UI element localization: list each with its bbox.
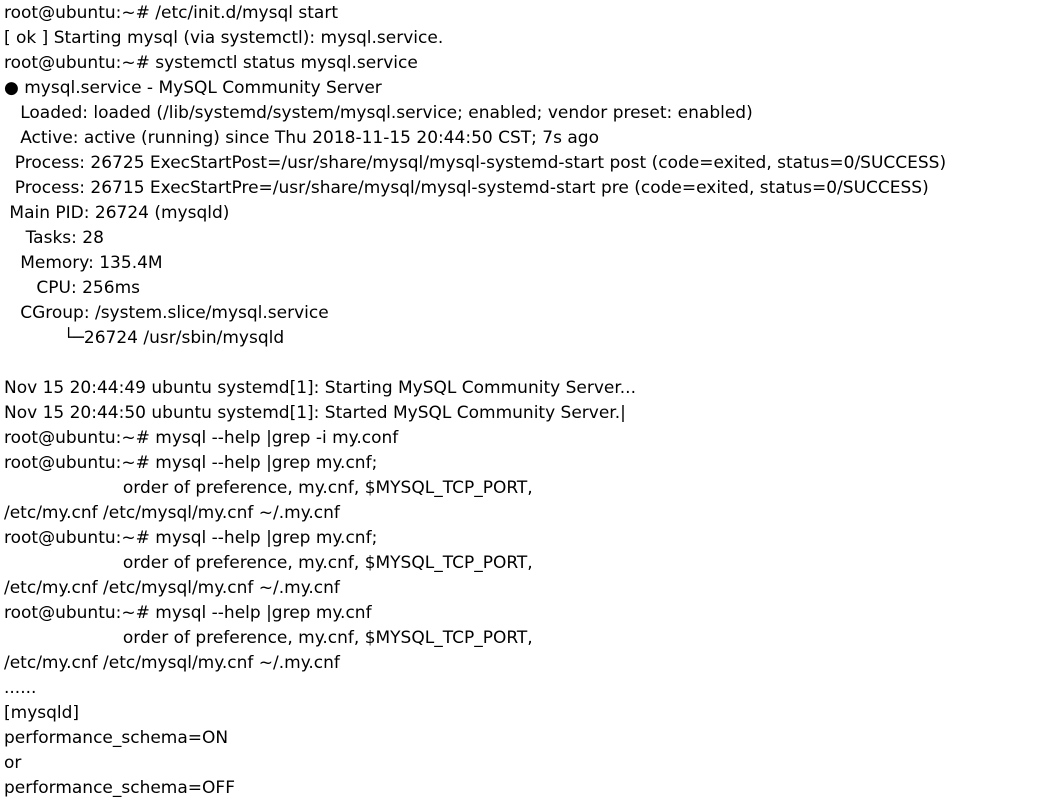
terminal-line: order of preference, my.cnf, $MYSQL_TCP_PORT, <box>4 628 533 648</box>
terminal-line: Process: 26715 ExecStartPre=/usr/share/mysql/mysql-systemd-start pre (code=exited, status=0/SUCCESS) <box>4 178 929 198</box>
terminal-line: /etc/my.cnf /etc/mysql/my.cnf ~/.my.cnf <box>4 503 340 523</box>
terminal-line: └─26724 /usr/sbin/mysqld <box>4 328 285 348</box>
terminal-line: CGroup: /system.slice/mysql.service <box>4 303 329 323</box>
terminal-line: order of preference, my.cnf, $MYSQL_TCP_PORT, <box>4 553 533 573</box>
terminal-line: Active: active (running) since Thu 2018-11-15 20:44:50 CST; 7s ago <box>4 128 599 148</box>
terminal-line: Nov 15 20:44:50 ubuntu systemd[1]: Started MySQL Community Server.| <box>4 403 626 423</box>
terminal-output[interactable] <box>4 1 1054 801</box>
terminal-line: order of preference, my.cnf, $MYSQL_TCP_PORT, <box>4 478 533 498</box>
terminal-line: Loaded: loaded (/lib/systemd/system/mysql.service; enabled; vendor preset: enabled) <box>4 103 753 123</box>
terminal-line: root@ubuntu:~# mysql --help |grep -i my.conf <box>4 428 399 448</box>
terminal-line: Nov 15 20:44:49 ubuntu systemd[1]: Starting MySQL Community Server... <box>4 378 636 398</box>
terminal-line: /etc/my.cnf /etc/mysql/my.cnf ~/.my.cnf <box>4 578 340 598</box>
terminal-line: /etc/my.cnf /etc/mysql/my.cnf ~/.my.cnf <box>4 653 340 673</box>
terminal-line: root@ubuntu:~# mysql --help |grep my.cnf; <box>4 453 378 473</box>
terminal-line: Tasks: 28 <box>4 228 104 248</box>
terminal-line: root@ubuntu:~# /etc/init.d/mysql start <box>4 3 338 23</box>
terminal-line: root@ubuntu:~# mysql --help |grep my.cnf; <box>4 528 378 548</box>
terminal-line: [ ok ] Starting mysql (via systemctl): mysql.service. <box>4 28 444 48</box>
terminal-line: ...... <box>4 678 37 698</box>
terminal-line: root@ubuntu:~# systemctl status mysql.service <box>4 53 418 73</box>
terminal-line: [mysqld] <box>4 703 80 723</box>
terminal-line: ● mysql.service - MySQL Community Server <box>4 78 382 98</box>
terminal-line: Main PID: 26724 (mysqld) <box>4 203 230 223</box>
terminal-line: CPU: 256ms <box>4 278 140 298</box>
terminal-line: Memory: 135.4M <box>4 253 163 273</box>
terminal-line: or <box>4 753 22 773</box>
terminal-line: Process: 26725 ExecStartPost=/usr/share/mysql/mysql-systemd-start post (code=exited, status=0/SUCCESS) <box>4 153 947 173</box>
terminal-line: performance_schema=ON <box>4 728 229 748</box>
terminal-line <box>4 351 1054 376</box>
terminal-line: performance_schema=OFF <box>4 778 235 798</box>
terminal-line: root@ubuntu:~# mysql --help |grep my.cnf <box>4 603 372 623</box>
